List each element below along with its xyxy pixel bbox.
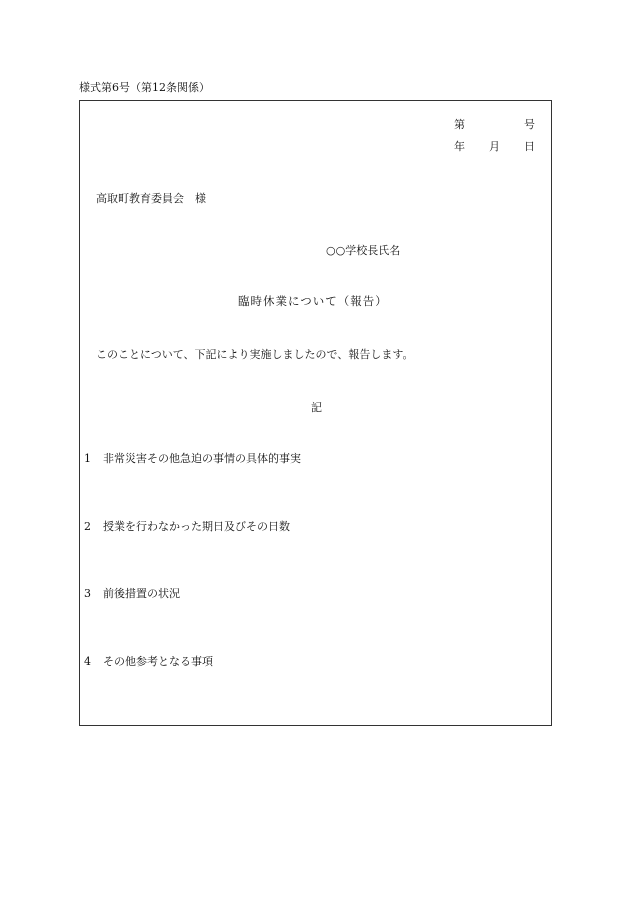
item-label: 授業を行わなかった期日及びその日数 xyxy=(103,520,290,533)
list-item xyxy=(84,453,301,464)
document-number-gou: 号 xyxy=(524,118,535,131)
date-day: 日 xyxy=(524,140,535,153)
addressee: 高取町教育委員会 様 xyxy=(96,192,206,205)
date-year: 年 xyxy=(454,140,465,153)
document-number-dai: 第 xyxy=(454,118,465,131)
body-text: このことについて、下記により実施しましたので、報告します。 xyxy=(96,348,414,361)
document-title: 臨時休業について（報告） xyxy=(238,294,388,308)
item-number: 2 xyxy=(84,520,91,533)
ki-heading: 記 xyxy=(311,401,322,414)
item-label: 前後措置の状況 xyxy=(103,587,180,600)
item-number: 3 xyxy=(84,587,91,600)
date-month: 月 xyxy=(489,140,500,153)
list-item xyxy=(84,521,290,532)
item-number: 1 xyxy=(84,452,91,465)
form-number-header: 様式第6号（第12条関係） xyxy=(79,81,210,94)
item-label: その他参考となる事項 xyxy=(103,655,213,668)
sender-name: ○○学校長氏名 xyxy=(326,244,401,257)
list-item xyxy=(84,588,180,599)
item-label: 非常災害その他急迫の事情の具体的事実 xyxy=(103,452,301,465)
item-number: 4 xyxy=(84,655,91,668)
list-item xyxy=(84,656,213,667)
